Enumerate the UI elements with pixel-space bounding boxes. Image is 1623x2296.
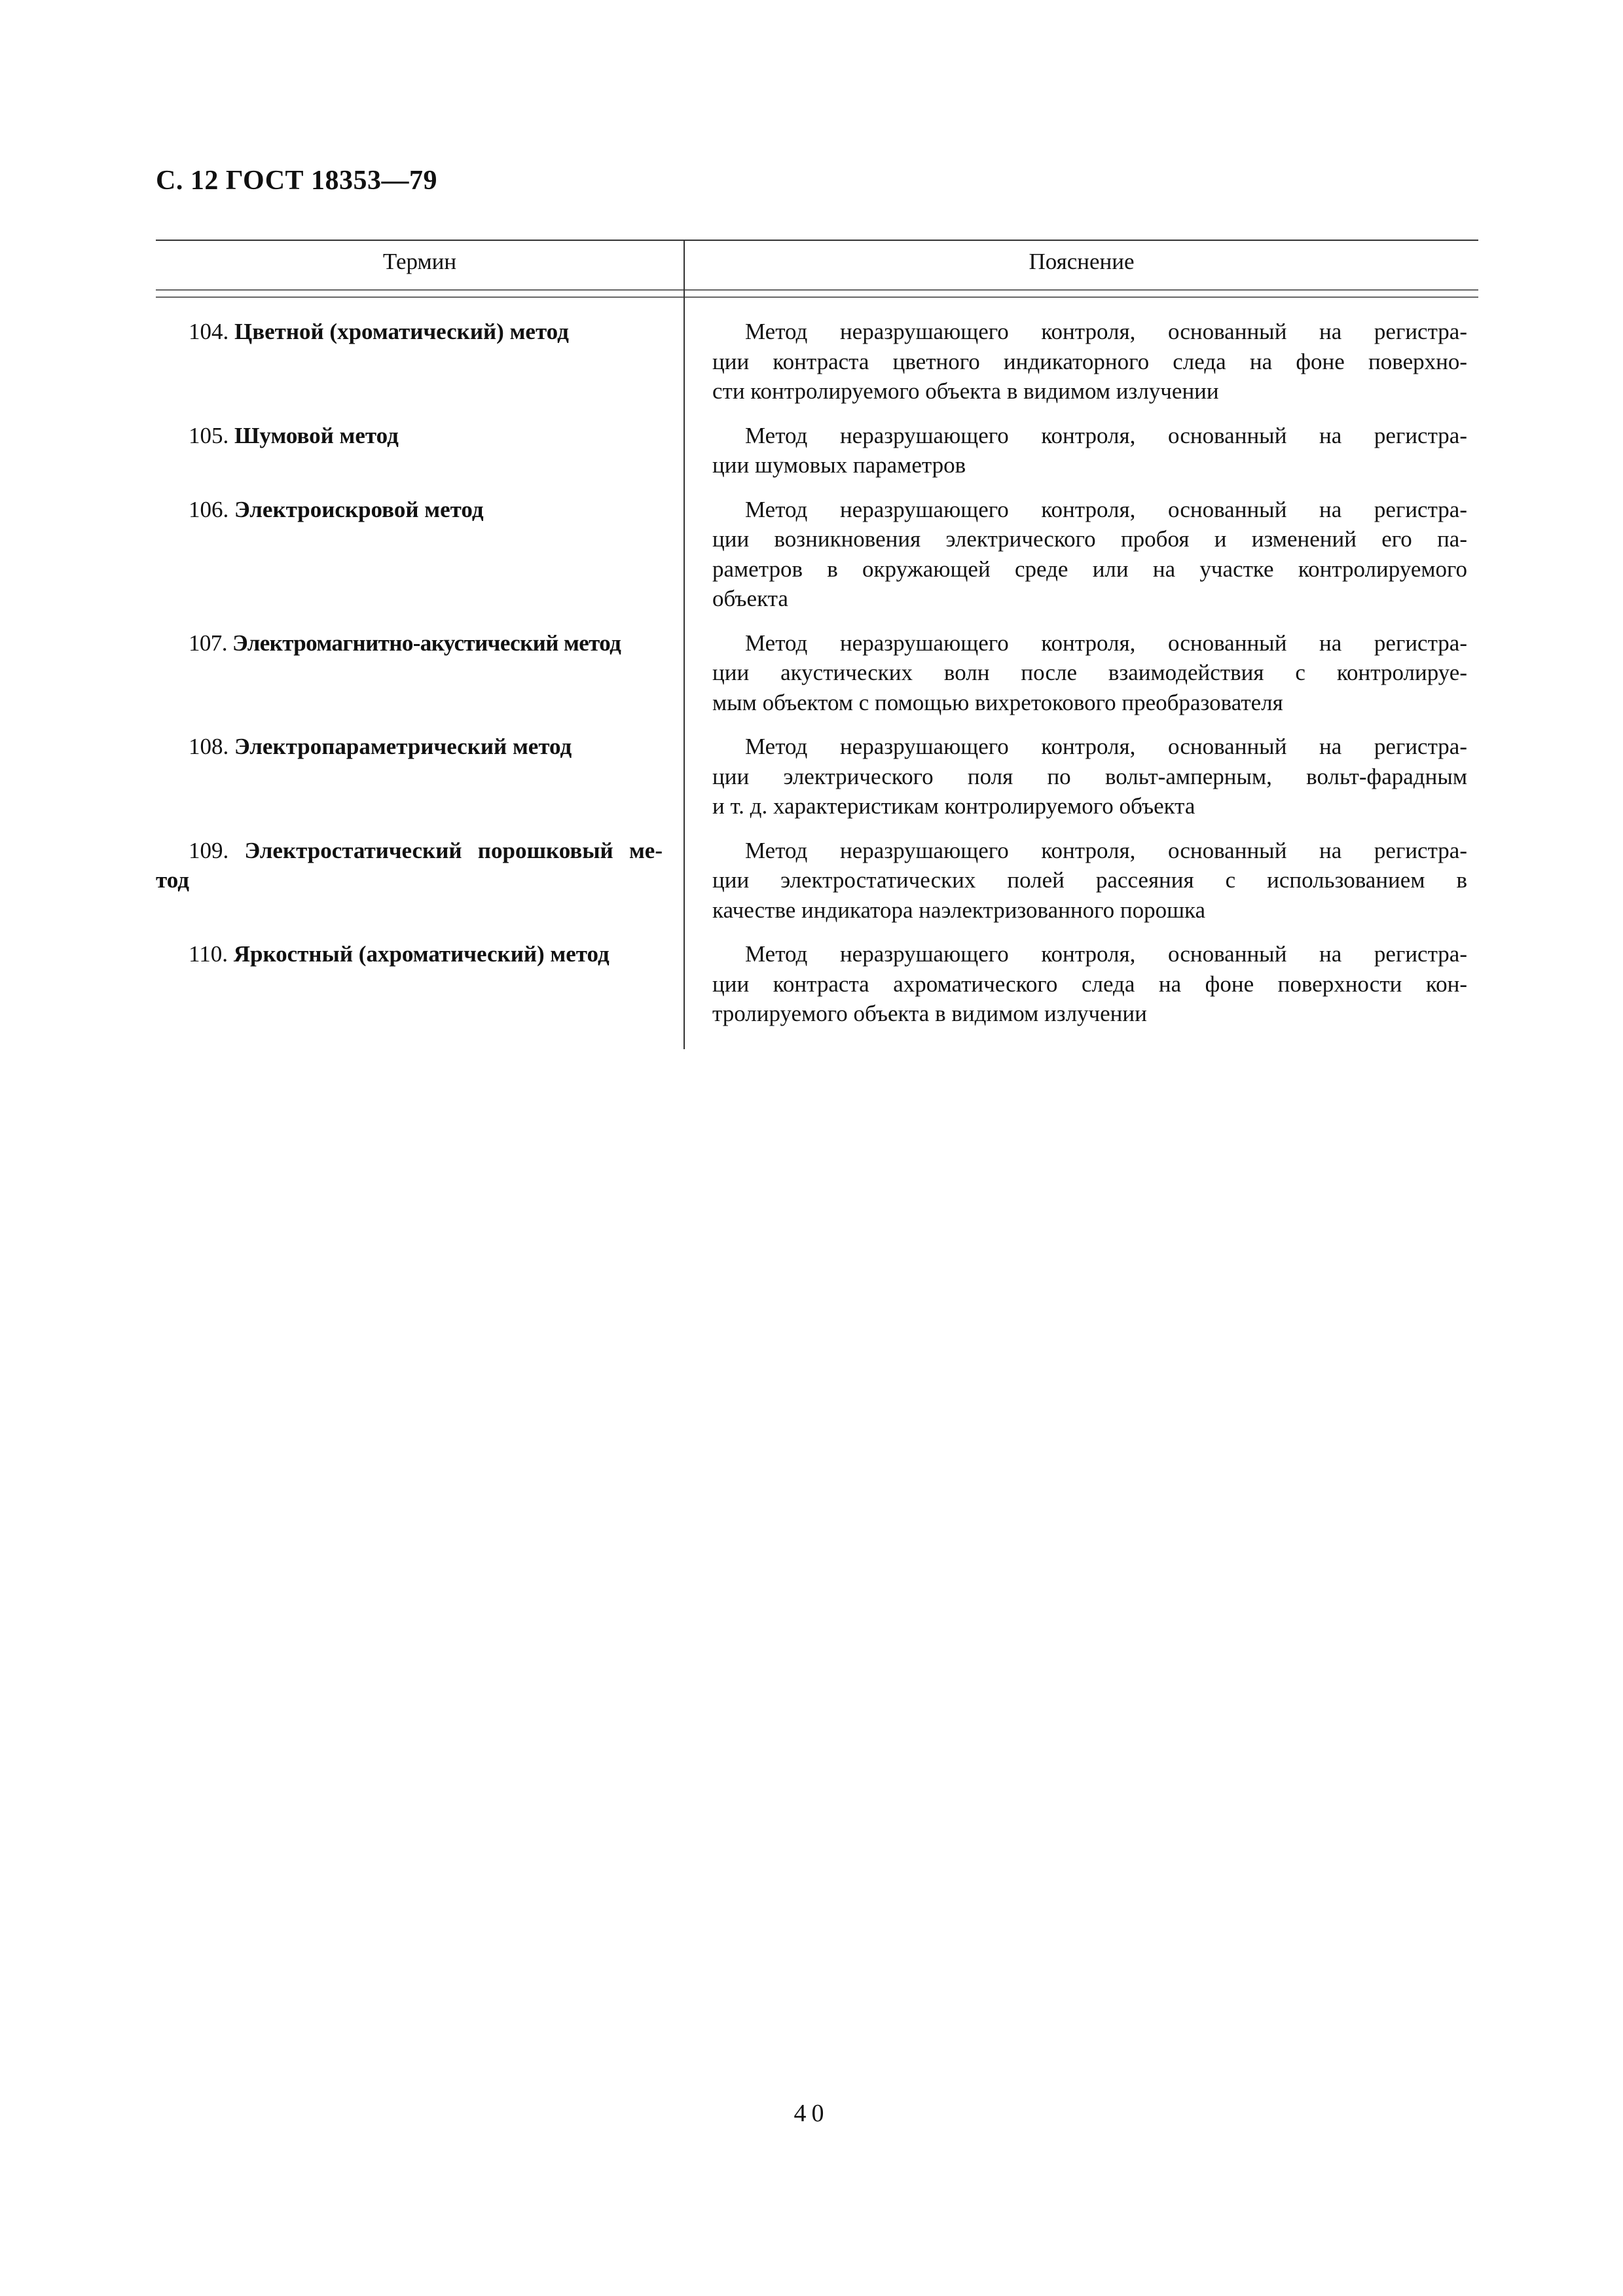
explanation-cell [673,939,1478,1029]
term-name: Электромагнитно-акустический метод [232,630,621,656]
term-cell [156,495,673,614]
explanation-cell [673,836,1478,925]
term-cell [156,939,673,1029]
explanation-cell [673,495,1478,614]
table-row [156,732,1478,821]
table-row [156,939,1478,1029]
explanation-line: мым объектом с помощью вихретокового преобразователя [712,689,1283,715]
explanation-line: раметров в окружающей среде или на участке контролируемого [712,556,1467,582]
table-row [156,836,1478,925]
explanation-line: Метод неразрушающего контроля, основанный на регистра- [745,630,1467,656]
header-rule-lower [156,296,1478,298]
term-number: 105. [189,422,229,448]
column-header-term: Термин [382,249,457,274]
header-rule-upper [156,289,1478,291]
explanation-line: ции возникновения электрического пробоя и изменений его па- [712,526,1467,552]
term-number: 106. [189,496,229,522]
explanation-line: ции контраста ахроматического следа на фоне поверхности кон- [712,971,1467,997]
table-body [156,317,1478,1043]
term-cell [156,836,673,925]
explanation-line: Метод неразрушающего контроля, основанный на регистра- [745,319,1467,344]
explanation-line: ции электростатических полей рассеяния с использованием в [712,867,1467,893]
explanation-line: Метод неразрушающего контроля, основанный на регистра- [745,422,1467,448]
explanation-cell [673,317,1478,406]
table-row [156,495,1478,614]
table-row [156,317,1478,406]
explanation-line: и т. д. характеристикам контролируемого объекта [712,793,1195,819]
page-number: 40 [793,2100,830,2127]
term-name: Шумовой метод [234,422,399,448]
term-number: 107. [189,630,227,656]
explanation-cell [673,421,1478,480]
term-name: Цветной (хроматический) метод [234,319,569,344]
explanation-line: Метод неразрушающего контроля, основанный на регистра- [745,837,1467,863]
table-row [156,421,1478,480]
explanation-cell [673,732,1478,821]
explanation-line: ции шумовых параметров [712,452,966,478]
term-number: 104. [189,319,229,344]
explanation-line: Метод неразрушающего контроля, основанный на регистра- [745,941,1467,967]
explanation-line: объекта [712,586,788,611]
explanation-line: ции электрического поля по вольт-амперным, вольт-фарадным [712,763,1467,789]
term-name: Электропараметрический метод [234,734,572,759]
term-name: Электростатический порошковый ме-тод [156,837,663,893]
term-cell [156,421,673,480]
term-cell [156,317,673,406]
explanation-line: качестве индикатора наэлектризованного порошка [712,897,1206,923]
explanation-line: тролируемого объекта в видимом излучении [712,1001,1147,1026]
explanation-line: Метод неразрушающего контроля, основанный на регистра- [745,734,1467,759]
term-name: Яркостный (ахроматический) метод [233,941,610,967]
explanation-line: ции контраста цветного индикаторного следа на фоне поверхно- [712,348,1467,374]
page-header: С. 12 ГОСТ 18353—79 [156,166,438,196]
explanation-line: Метод неразрушающего контроля, основанный на регистра- [745,496,1467,522]
explanation-cell [673,628,1478,718]
column-header-explanation: Пояснение [1029,249,1135,274]
explanation-line: ции акустических волн после взаимодействия с контролируе- [712,660,1467,685]
table-top-rule [156,240,1478,241]
term-number: 109. [189,837,229,863]
term-name: Электроискровой метод [234,496,484,522]
term-cell [156,732,673,821]
term-cell [156,628,673,718]
term-number: 110. [189,941,228,967]
term-number: 108. [189,734,229,759]
table-row [156,628,1478,718]
explanation-line: сти контролируемого объекта в видимом излучении [712,378,1219,404]
